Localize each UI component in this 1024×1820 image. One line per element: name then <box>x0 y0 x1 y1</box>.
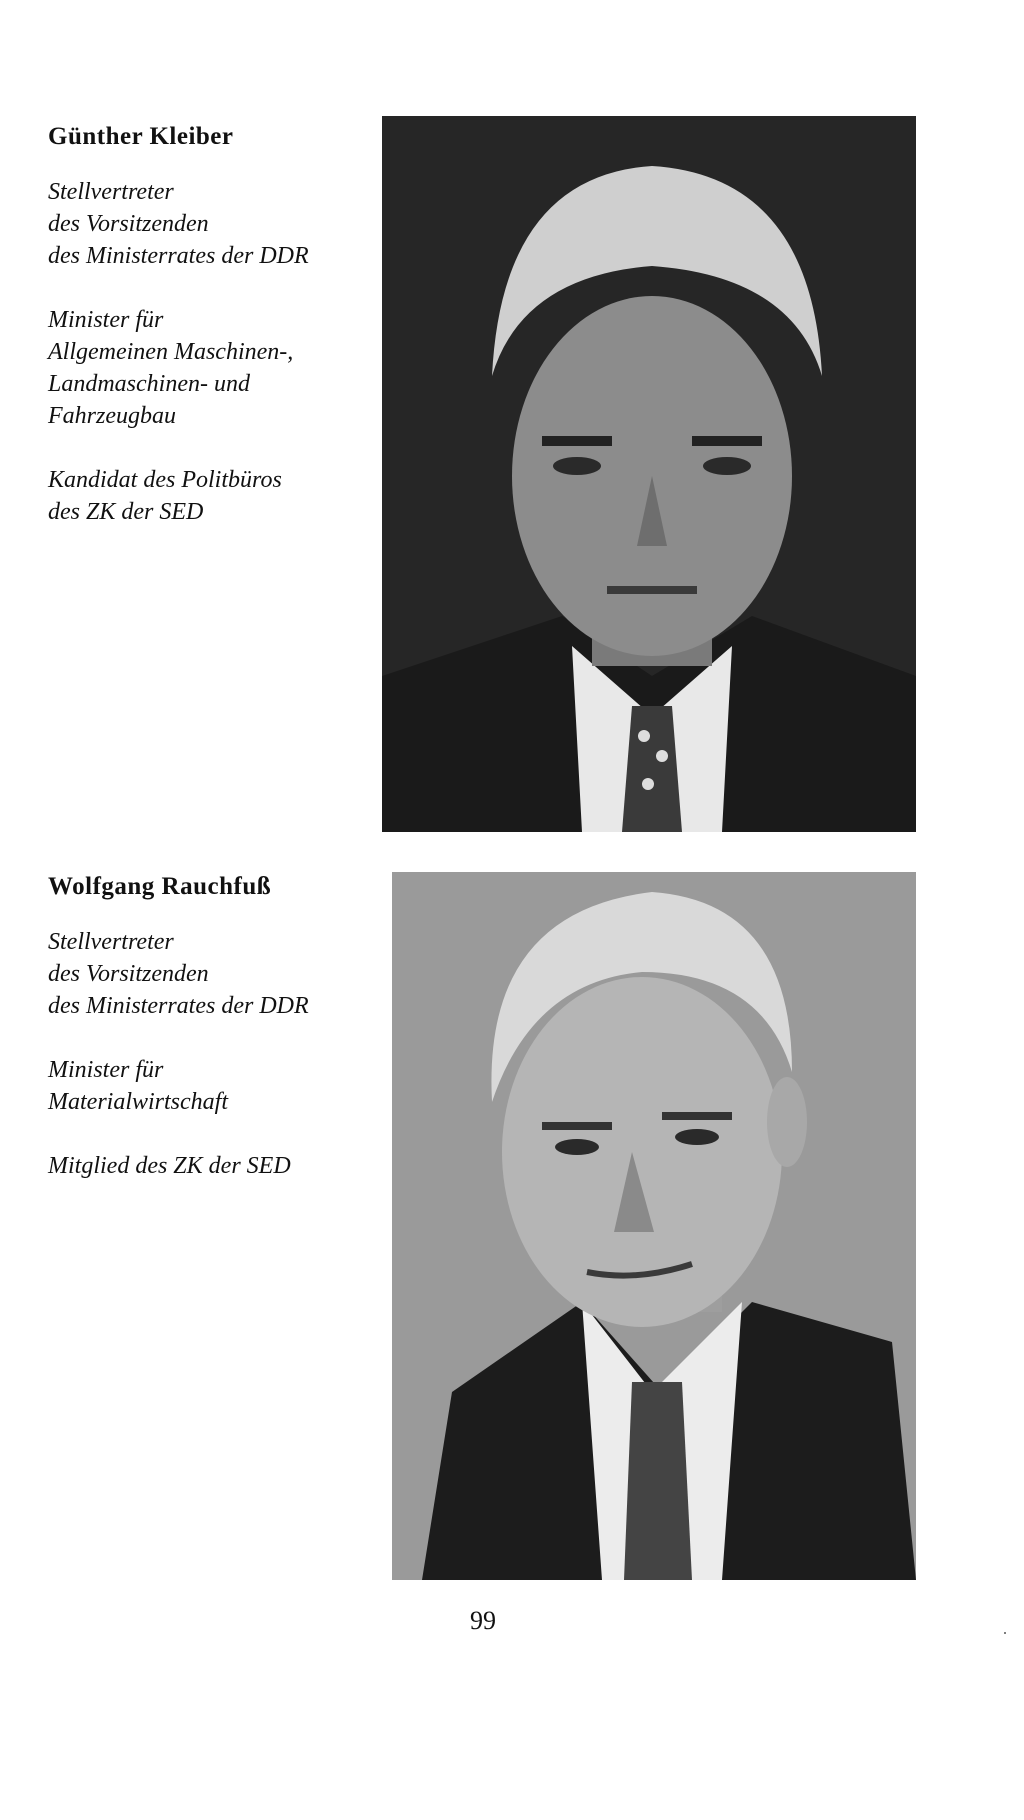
role-line: Kandidat des Politbüros <box>48 467 282 493</box>
portrait-photo-kleiber <box>382 116 916 832</box>
role-block <box>48 176 368 272</box>
role-block <box>48 1150 368 1182</box>
portrait-photo-icon <box>382 116 916 832</box>
role-line: Stellvertreter <box>48 179 174 205</box>
role-line: Minister für <box>48 307 164 333</box>
role-line: des Vorsitzenden <box>48 211 209 237</box>
role-line: des Vorsitzenden <box>48 961 209 987</box>
portrait-photo-rauchfuss <box>392 872 916 1580</box>
role-line: Fahrzeugbau <box>48 403 176 429</box>
role-line: Materialwirtschaft <box>48 1089 228 1115</box>
page-number: 99 <box>470 1606 496 1635</box>
role-block <box>48 304 368 432</box>
entry-kleiber <box>48 122 368 560</box>
person-name: Wolfgang Rauchfuß <box>48 873 272 900</box>
role-line: Landmaschinen- und <box>48 371 250 397</box>
role-line: Stellvertreter <box>48 929 174 955</box>
portrait-photo-icon <box>392 872 916 1580</box>
person-name: Günther Kleiber <box>48 123 234 150</box>
role-line: Allgemeinen Maschinen-, <box>48 339 294 365</box>
scan-speck <box>1004 1632 1006 1634</box>
role-line: des Ministerrates der DDR <box>48 993 309 1019</box>
role-line: des ZK der SED <box>48 499 204 525</box>
role-block <box>48 926 368 1022</box>
role-block <box>48 1054 368 1118</box>
entry-rauchfuss <box>48 872 368 1214</box>
role-block <box>48 464 368 528</box>
role-line: Minister für <box>48 1057 164 1083</box>
role-line: des Ministerrates der DDR <box>48 243 309 269</box>
role-line: Mitglied des ZK der SED <box>48 1153 291 1179</box>
